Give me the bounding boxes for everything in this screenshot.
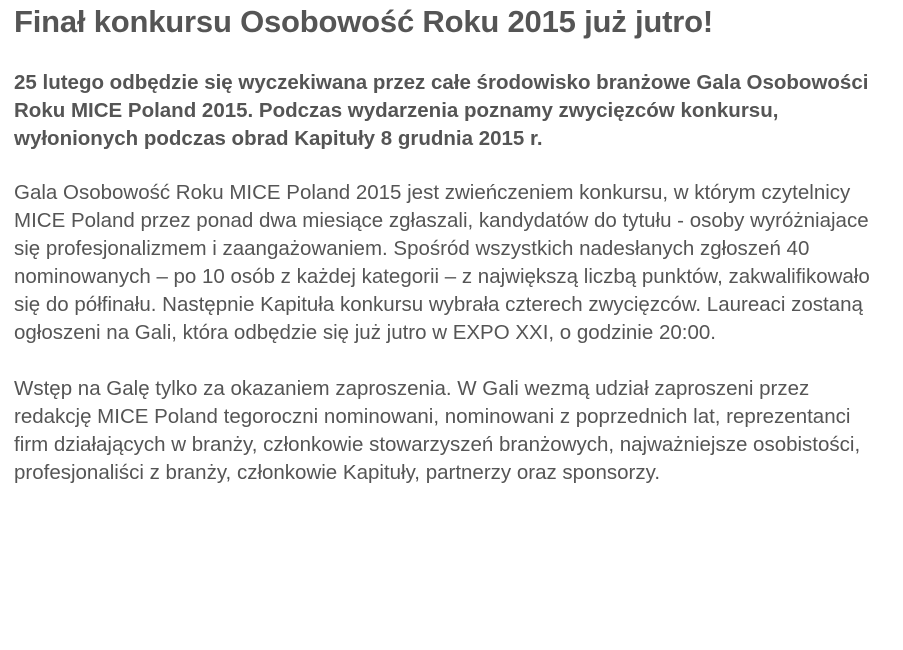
article-title: Finał konkursu Osobowość Roku 2015 już jutro! [14,4,713,39]
article-paragraph-1: Gala Osobowość Roku MICE Poland 2015 jest zwieńczeniem konkursu, w którym czytelnicy MICE Poland przez ponad dwa miesiące zgłaszali, kandydatów do tytułu - osoby wyróżniajace się profesjonalizmem i zaangażowaniem. Spośród wszystkich nadesłanych zgłoszeń 40 nominowanych – po 10 osób z każdej kategorii – z największą liczbą punktów, zakwalifikowało się do półfinału. Następnie Kapituła konkursu wybrała czterech zwycięzców. Laureaci zostaną ogłoszeni na Gali, która odbędzie się już jutro w EXPO XXI, o godzinie 20:00. [14,181,870,344]
article-lead: 25 lutego odbędzie się wyczekiwana przez całe środowisko branżowe Gala Osobowości Roku MICE Poland 2015. Podczas wydarzenia poznamy zwycięzców konkursu, wyłonionych podczas obrad Kapituły 8 grudnia 2015 r. [14,71,869,150]
article-paragraph-2: Wstęp na Galę tylko za okazaniem zaproszenia. W Gali wezmą udział zaproszeni przez redakcję MICE Poland tegoroczni nominowani, nominowani z poprzednich lat, reprezentanci firm działających w branży, członkowie stowarzyszeń branżowych, najważniejsze osobistości, profesjonaliści z branży, członkowie Kapituły, partnerzy oraz sponsorzy. [14,377,861,484]
